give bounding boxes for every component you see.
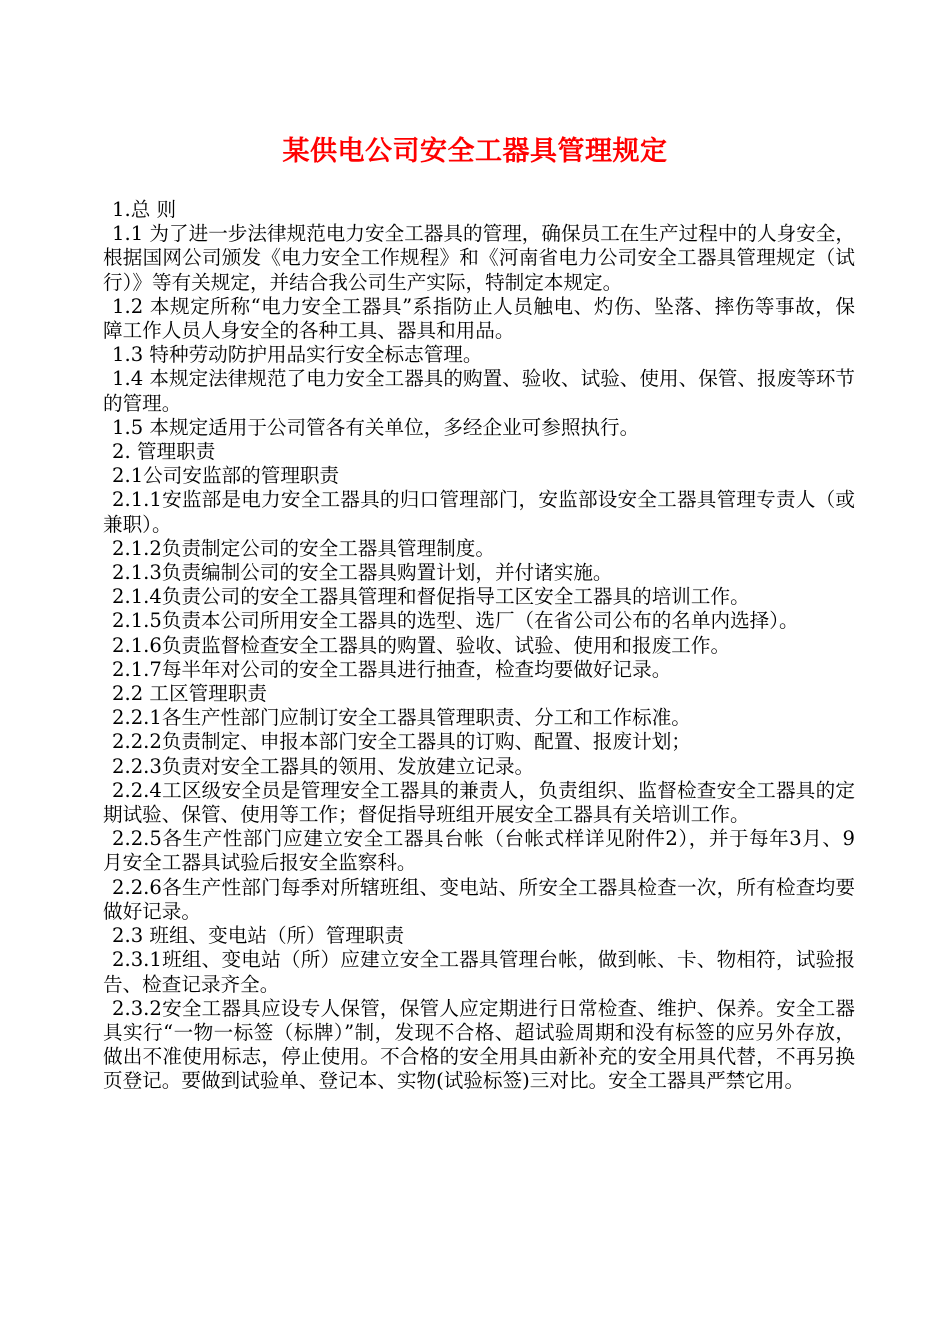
paragraph: 2.2.4工区级安全员是管理安全工器具的兼责人，负责组织、监督检查安全工器具的定期试验、保管、使用等工作；督促指导班组开展安全工器具有关培训工作。 bbox=[103, 778, 855, 827]
paragraph: 2.2.3负责对安全工器具的领用、发放建立记录。 bbox=[112, 754, 535, 778]
paragraph: 2.2.1各生产性部门应制订安全工器具管理职责、分工和工作标准。 bbox=[112, 706, 691, 730]
paragraph: 2.1.2负责制定公司的安全工器具管理制度。 bbox=[112, 536, 495, 560]
paragraph: 1.1 为了进一步法律规范电力安全工器具的管理，确保员工在生产过程中的人身安全，根据国网公司颁发《电力安全工作规程》和《河南省电力公司安全工器具管理规定（试行）》等有关规定，并结合我公司生产实际，特制定本规定。 bbox=[103, 222, 855, 294]
paragraph: 2.1.7每半年对公司的安全工器具进行抽查，检查均要做好记录。 bbox=[112, 657, 672, 681]
paragraph: 2.2.6各生产性部门每季对所辖班组、变电站、所安全工器具检查一次，所有检查均要做好记录。 bbox=[103, 875, 855, 923]
paragraph: 2.1.3负责编制公司的安全工器具购置计划，并付诸实施。 bbox=[112, 561, 613, 585]
paragraph: 2.1.5负责本公司所用安全工器具的选型、选厂（在省公司公布的名单内选择）。 bbox=[112, 609, 799, 633]
subsection-heading: 2.3 班组、变电站（所）管理职责 bbox=[112, 924, 405, 948]
subsection-heading: 2.1公司安监部的管理职责 bbox=[112, 464, 340, 488]
paragraph: 1.5 本规定适用于公司管各有关单位，多经企业可参照执行。 bbox=[112, 415, 640, 439]
paragraph: 1.3 特种劳动防护用品实行安全标志管理。 bbox=[112, 343, 483, 367]
paragraph: 2.1.1安监部是电力安全工器具的归口管理部门，安监部设安全工器具管理专责人（或兼职）。 bbox=[103, 488, 855, 536]
section-heading: 2. 管理职责 bbox=[112, 440, 216, 464]
document-title: 某供电公司安全工器具管理规定 bbox=[282, 136, 668, 167]
paragraph: 2.3.2安全工器具应设专人保管，保管人应定期进行日常检查、维护、保养。安全工器具实行“一物一标签（标牌）”制，发现不合格、超试验周期和没有标签的应另外存放，做出不准使用标志，停止使用。不合格的安全用具由新补充的安全用具代替，不再另换页登记。要做到试验单、登记本、实物(试验标签)三对比。安全工器具严禁它用。 bbox=[103, 996, 855, 1093]
paragraph: 2.3.1班组、变电站（所）应建立安全工器具管理台帐，做到帐、卡、物相符，试验报告、检查记录齐全。 bbox=[103, 948, 855, 996]
paragraph: 2.1.4负责公司的安全工器具管理和督促指导工区安全工器具的培训工作。 bbox=[112, 585, 750, 609]
paragraph: 2.1.6负责监督检查安全工器具的购置、验收、试验、使用和报废工作。 bbox=[112, 633, 731, 657]
paragraph: 1.4 本规定法律规范了电力安全工器具的购置、验收、试验、使用、保管、报废等环节的管理。 bbox=[103, 367, 855, 415]
subsection-heading: 2.2 工区管理职责 bbox=[112, 682, 267, 706]
paragraph: 1.2 本规定所称“电力安全工器具”系指防止人员触电、灼伤、坠落、摔伤等事故，保障工作人员人身安全的各种工具、器具和用品。 bbox=[103, 294, 855, 343]
section-heading: 1.总 则 bbox=[112, 198, 177, 221]
paragraph: 2.2.5各生产性部门应建立安全工器具台帐（台帐式样详见附件2），并于每年3月、9月安全工器具试验后报安全监察科。 bbox=[103, 827, 855, 875]
paragraph: 2.2.2负责制定、申报本部门安全工器具的订购、配置、报废计划； bbox=[112, 730, 691, 754]
document-body bbox=[103, 198, 855, 1094]
